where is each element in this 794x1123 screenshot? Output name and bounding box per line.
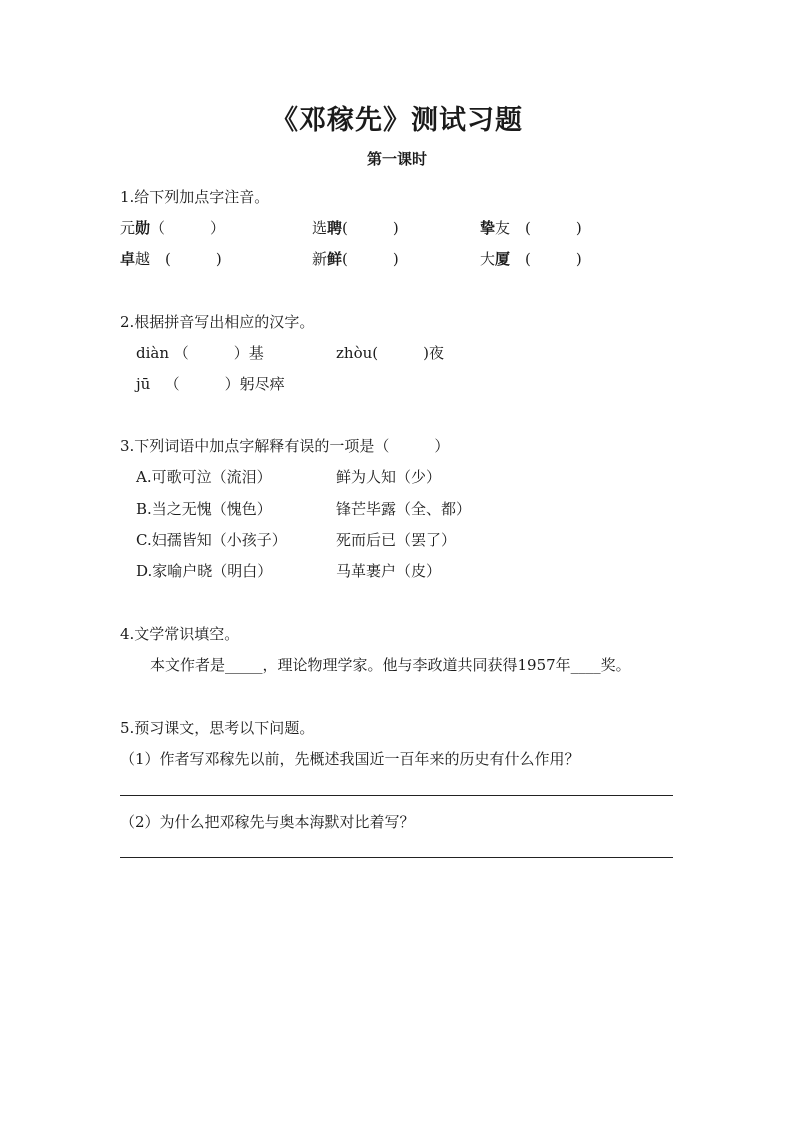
dotted-char: 卓: [120, 250, 136, 268]
pinyin: diàn: [136, 344, 170, 362]
dotted-char: 挚: [480, 219, 496, 237]
answer-blank: （ ）基: [173, 344, 264, 362]
question-1-item-2: [312, 217, 399, 238]
pinyin: zhòu: [336, 344, 373, 362]
dotted-char: 聘: [327, 219, 343, 237]
question-2-prompt: 2.根据拼音写出相应的汉字。: [120, 313, 315, 331]
answer-blank: （ ）: [150, 219, 226, 237]
answer-blank: ( ): [342, 250, 399, 268]
item-prefix: 选: [312, 219, 328, 237]
question-2-item-2: [336, 342, 444, 363]
question-1-item-3: [480, 217, 582, 238]
page-title: 《邓稼先》测试习题: [271, 105, 523, 136]
answer-blank: （ ）躬尽瘁: [164, 375, 285, 393]
option-d-right: 马革裹户（皮）: [336, 562, 442, 580]
dotted-char: 鲜: [327, 250, 343, 268]
question-1-item-6: [480, 248, 582, 269]
question-5-sub-1: （1）作者写邓稼先以前，先概述我国近一百年来的历史有什么作用？: [120, 750, 580, 768]
question-5-sub-2: （2）为什么把邓稼先与奥本海默对比着写？: [120, 813, 415, 831]
option-c-left: C.妇孺皆知（小孩子）: [136, 531, 287, 549]
answer-line-2: [120, 857, 673, 858]
answer-blank: 友 ( ): [495, 219, 582, 237]
item-prefix: 元: [120, 219, 136, 237]
dotted-char: 勋: [135, 219, 151, 237]
question-5-prompt: 5.预习课文，思考以下问题。: [120, 719, 315, 737]
page-subtitle: 第一课时: [366, 150, 427, 168]
answer-blank: 越 ( ): [135, 250, 222, 268]
item-prefix: 大: [480, 250, 496, 268]
item-prefix: 新: [312, 250, 328, 268]
question-4-text: 本文作者是_____，理论物理学家。他与李政道共同获得1957年____奖。: [150, 656, 631, 674]
option-b-right: 锋芒毕露（全、都）: [336, 500, 472, 518]
option-d-left: D.家喻户晓（明白）: [136, 562, 273, 580]
question-2-item-3: [136, 373, 285, 394]
question-3-prompt: 3.下列词语中加点字解释有误的一项是（ ）: [120, 437, 450, 455]
answer-line-1: [120, 795, 673, 796]
option-c-right: 死而后已（罢了）: [336, 531, 457, 549]
pinyin: jū: [136, 375, 151, 393]
option-a-right: 鲜为人知（少）: [336, 468, 442, 486]
dotted-char: 厦: [495, 250, 511, 268]
question-1-prompt: 1.给下列加点字注音。: [120, 188, 270, 206]
option-a-left: A.可歌可泣（流泪）: [136, 468, 272, 486]
option-b-left: B.当之无愧（愧色）: [136, 500, 272, 518]
question-1-item-1: [120, 217, 225, 238]
question-1-item-5: [312, 248, 399, 269]
question-2-item-1: [136, 342, 264, 363]
answer-blank: ( ): [510, 250, 582, 268]
question-1-item-4: [120, 248, 222, 269]
answer-blank: ( )夜: [372, 344, 444, 362]
question-4-prompt: 4.文学常识填空。: [120, 625, 240, 643]
answer-blank: ( ): [342, 219, 399, 237]
